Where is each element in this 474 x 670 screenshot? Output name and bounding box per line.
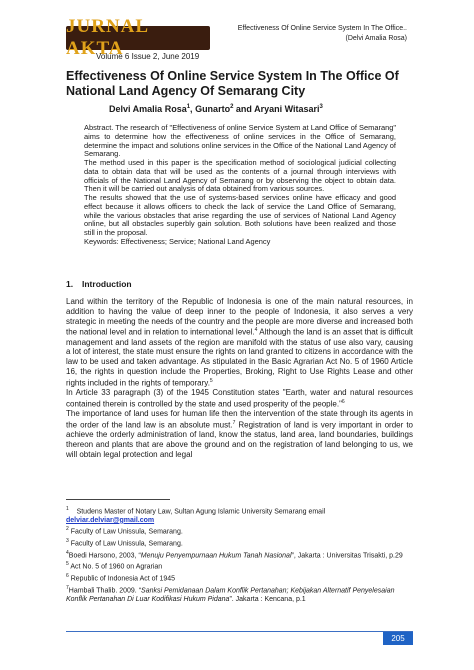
footnote-4: $^4$Boedi Harsono, 2003, “Menuju Penyempurnaan Hukum Tanah Nasional”, Jakarta : Universitas Trisakti, p.29	[66, 549, 403, 559]
author-name: Aryani Witasari	[254, 104, 320, 114]
footnote-ref: 5	[209, 377, 213, 384]
footnote-7: $^7$Hambali Thalib. 2009. “Sanksi Pemidanaan Dalam Konflik Pertanahan; Kebijakan Alternatif Penyelesaian Konflik Pertanahan Di Luar Kodifikasi Hukum Pidana”. Jakarta : Kencana, p.1	[66, 584, 395, 603]
author-name: Delvi Amalia Rosa	[109, 104, 187, 114]
page-number: 205	[383, 632, 413, 645]
footnote-6: $^6$ Republic of Indonesia Act of 1945	[66, 573, 176, 583]
journal-logo-text: JURNAL AKTA	[66, 16, 149, 59]
author-separator: ,	[190, 104, 196, 114]
abstract-paragraph: The results showed that the use of systems-based services online have efficacy and good effect because it allows officers to check the lack of service the Land Office of Semarang, while the various obstacles that arise regarding the use of services of National Land Agency online, but all obstacles superbly gain solution. Both solutions have been realized and those still in the proposal.	[84, 193, 396, 237]
footnote-1: $^1$ Studens Master of Notary Law, Sultan Agung Islamic University Semarang email delviar.delviar@gmail.com	[66, 506, 326, 524]
section-number: 1.	[66, 279, 74, 289]
footnote-ref: 7	[232, 419, 236, 426]
section-title: Introduction	[82, 279, 132, 289]
body-paragraph: The importance of land uses for human life then the intervention of the state through its agents in the order of the land law is an absolute must.$^7$ Registration of land is very important in order to achieve the orderly administration of land, know the status, land area, land boundaries, buildings thereon and plants that are above the ground and on the registration of land belonging to us, we will obtain legal protection and legal	[66, 409, 413, 459]
keywords: Keywords: Effectiveness; Service; National Land Agency	[84, 236, 271, 246]
footnote-3: $^3$ Faculty of Law Unissula, Semarang.	[66, 537, 183, 548]
footnotes	[66, 505, 413, 604]
author-name: Gunarto	[195, 104, 231, 114]
footnote-divider	[66, 499, 170, 500]
running-header	[217, 24, 407, 44]
author-list	[109, 104, 323, 114]
running-title: Effectiveness Of Online Service System In The Office..	[237, 25, 407, 32]
footnote-5: $^5$ Act No. 5 of 1960 on Agrarian	[66, 561, 163, 571]
author-note-ref: 3	[319, 104, 323, 110]
paper-title: Effectiveness Of Online Service System In The Office Of National Land Agency Of Semarang City	[66, 69, 399, 98]
issue-info: Volume 6 Issue 2, June 2019	[96, 52, 200, 61]
footnote-ref: 6	[341, 398, 345, 405]
body-paragraph: In Article 33 paragraph (3) of the 1945 Constitution states "Earth, water and natural resources contained therein is controlled by the state and used prosperity of the people."$^6$	[66, 388, 413, 409]
running-author: (Delvi Amalia Rosa)	[345, 35, 407, 42]
abstract-paragraph: The method used in this paper is the specification method of sociological judicial collecting data to obtain data that will be used as the contents of a journal through interviews with officials of the National Land Agency of Semarang or by observing the object to obtain data. Then it will be carried out analysis of data obtained from various sources.	[84, 158, 396, 194]
author-note-ref: 2	[230, 104, 234, 110]
author-note-ref: 1	[186, 104, 191, 110]
footnote-ref: 4	[254, 327, 258, 334]
page-footer-line	[66, 631, 413, 632]
author-email-link[interactable]: delviar.delviar@gmail.com	[66, 516, 155, 524]
body-paragraph: Land within the territory of the Republic of Indonesia is one of the main natural resources, in addition to having the value of deep inner to the people of Indonesia, it also serves a very strategic in meeting the needs of the country and the people are more diverse and increased both the national level and in relation to international level.$^4$ Although the land is an asset that is difficult management and land assets of the region are manifold with the status of use also vary, causing a lot of interest, the state must ensure the rights on land granted to citizens in accordance with the law to be used and taken advantage. As stipulated in the Basic Agrarian Act No. 5 of 1960 Article 16, the rights in question include the Properties, Broking, Right to Use Rights Lease and other rights included in the rights of temporary.$^5$	[66, 297, 414, 388]
author-separator: and	[233, 104, 255, 114]
abstract	[84, 124, 396, 247]
body-text	[66, 297, 413, 460]
section-heading	[66, 279, 132, 289]
abstract-paragraph: Abstract. The research of "Effectiveness of online Service System at Land Office of Semarang" aims to determine how the effectiveness of online services in the Office of Semarang, determine the impact and solutions online services in the Office of the National Land Agency of Semarang.	[84, 123, 396, 159]
footnote-2: $^2$ Faculty of Law Unissula, Semarang.	[66, 526, 183, 536]
